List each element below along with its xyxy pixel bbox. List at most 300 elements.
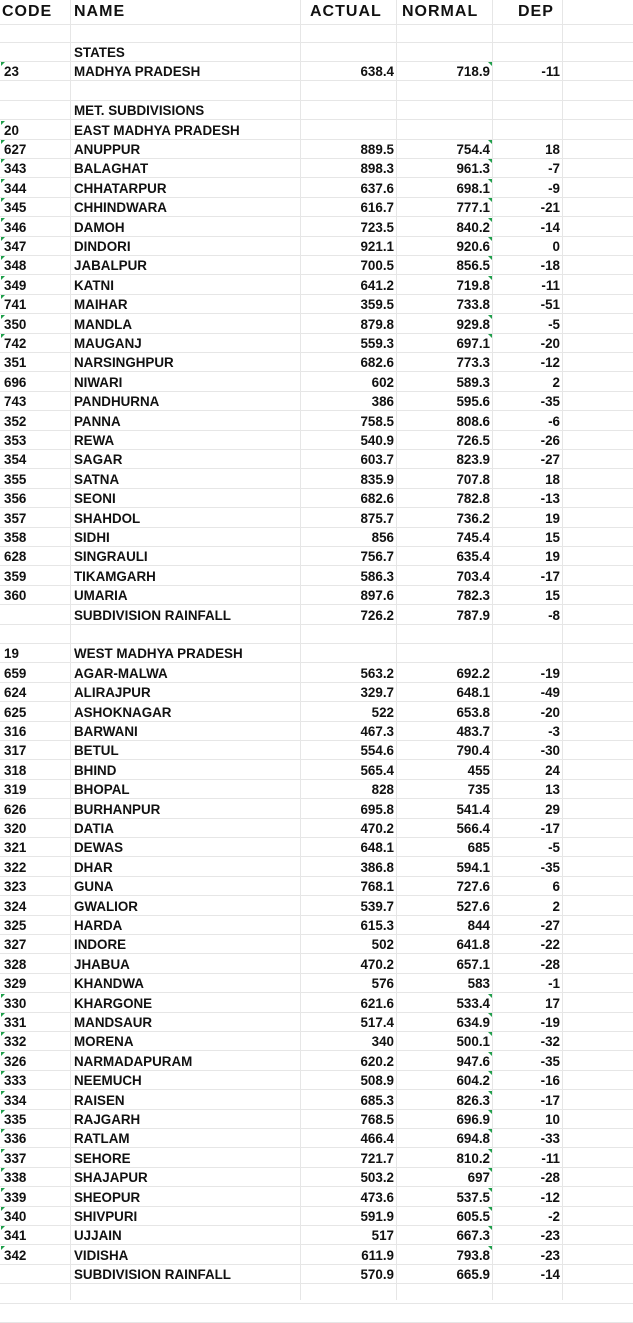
name-cell: RAJGARH (74, 1111, 141, 1127)
table-row (0, 392, 633, 411)
dep-cell: -27 (540, 452, 560, 468)
name-cell: MAIHAR (74, 297, 128, 313)
code-cell: 323 (4, 879, 27, 895)
error-flag-icon (488, 140, 492, 144)
dep-cell: -23 (540, 1247, 560, 1263)
normal-cell: 455 (467, 762, 490, 778)
actual-cell: 386 (371, 394, 394, 410)
code-cell: 334 (4, 1092, 27, 1108)
name-cell: VIDISHA (74, 1247, 129, 1263)
dep-cell: 2 (552, 898, 560, 914)
error-flag-icon (488, 994, 492, 998)
code-cell: 343 (4, 161, 27, 177)
subdivision-total-row (0, 606, 633, 625)
actual-cell: 828 (371, 782, 394, 798)
name-cell: BHIND (74, 762, 117, 778)
error-flag-icon (1, 62, 5, 66)
table-row (0, 800, 633, 819)
dep-cell: -33 (540, 1131, 560, 1147)
dep-cell: -35 (540, 394, 560, 410)
error-flag-icon (1, 1052, 5, 1056)
actual-cell: 522 (371, 704, 394, 720)
dep-cell: -12 (540, 355, 560, 371)
error-flag-icon (1, 121, 5, 125)
normal-cell: 929.8 (456, 316, 490, 332)
actual-cell: 540.9 (360, 432, 394, 448)
code-cell: 322 (4, 859, 27, 875)
table-row (0, 780, 633, 799)
actual-cell: 756.7 (360, 549, 394, 565)
dep-cell: 17 (545, 995, 560, 1011)
actual-cell: 620.2 (360, 1053, 394, 1069)
actual-cell: 570.9 (360, 1267, 394, 1283)
name-cell: DINDORI (74, 238, 131, 254)
error-flag-icon (1, 295, 5, 299)
name-cell: BARWANI (74, 723, 138, 739)
code-cell: 354 (4, 452, 27, 468)
actual-cell: 467.3 (360, 723, 394, 739)
normal-cell: 840.2 (456, 219, 490, 235)
error-flag-icon (1, 140, 5, 144)
normal-cell: 826.3 (456, 1092, 490, 1108)
dep-cell: -22 (540, 937, 560, 953)
name-cell: BURHANPUR (74, 801, 161, 817)
error-flag-icon (1, 1071, 5, 1075)
normal-cell: 667.3 (456, 1228, 490, 1244)
dep-cell: -1 (548, 976, 560, 992)
name-cell: ALIRAJPUR (74, 685, 151, 701)
dep-cell: 18 (545, 471, 560, 487)
dep-cell: -19 (540, 1014, 560, 1030)
table-row (0, 470, 633, 489)
normal-cell: 566.4 (456, 820, 490, 836)
name-cell: BALAGHAT (74, 161, 149, 177)
code-cell: 331 (4, 1014, 27, 1030)
actual-cell: 340 (371, 1034, 394, 1050)
normal-cell: 685 (467, 840, 490, 856)
normal-cell: 483.7 (456, 723, 490, 739)
normal-cell: 736.2 (456, 510, 490, 526)
error-flag-icon (1, 1246, 5, 1250)
error-flag-icon (1, 1207, 5, 1211)
actual-cell: 700.5 (360, 258, 394, 274)
normal-cell: 947.6 (456, 1053, 490, 1069)
table-row (0, 838, 633, 857)
section-label: MET. SUBDIVISIONS (74, 103, 205, 119)
dep-cell: -49 (540, 685, 560, 701)
normal-cell: 537.5 (456, 1189, 490, 1205)
normal-cell: 641.8 (456, 937, 490, 953)
normal-cell: 823.9 (456, 452, 490, 468)
actual-cell: 641.2 (360, 277, 394, 293)
normal-cell: 527.6 (456, 898, 490, 914)
name-cell: TIKAMGARH (74, 568, 156, 584)
normal-cell: 657.1 (456, 956, 490, 972)
error-flag-icon (1, 1226, 5, 1230)
normal-cell: 961.3 (456, 161, 490, 177)
normal-cell: 653.8 (456, 704, 490, 720)
table-row (0, 1032, 633, 1051)
table-row (0, 1168, 633, 1187)
code-cell: 320 (4, 820, 27, 836)
name-cell: NEEMUCH (74, 1073, 142, 1089)
normal-cell: 745.4 (456, 529, 490, 545)
code-cell: 326 (4, 1053, 27, 1069)
dep-cell: -7 (548, 161, 560, 177)
dep-cell: -6 (548, 413, 560, 429)
code-cell: 321 (4, 840, 27, 856)
dep-cell: -28 (540, 956, 560, 972)
actual-cell: 685.3 (360, 1092, 394, 1108)
table-row (0, 1052, 633, 1071)
table-row (0, 1013, 633, 1032)
dep-cell: 29 (545, 801, 560, 817)
name-cell: BHOPAL (74, 782, 130, 798)
normal-cell: 810.2 (456, 1150, 490, 1166)
actual-cell: 875.7 (360, 510, 394, 526)
code-cell: 341 (4, 1228, 27, 1244)
table-row (0, 256, 633, 275)
table-row (0, 547, 633, 566)
normal-cell: 634.9 (456, 1014, 490, 1030)
table-row (0, 62, 633, 81)
code-cell: 626 (4, 801, 27, 817)
name-cell: SEHORE (74, 1150, 131, 1166)
name-cell: CHHINDWARA (74, 200, 167, 216)
actual-cell: 470.2 (360, 820, 394, 836)
normal-cell: 707.8 (456, 471, 490, 487)
code-cell: 346 (4, 219, 27, 235)
code-cell: 741 (4, 297, 27, 313)
dep-cell: -17 (540, 820, 560, 836)
actual-cell: 602 (371, 374, 394, 390)
error-flag-icon (1, 994, 5, 998)
dep-cell: -11 (541, 277, 560, 293)
code-cell: 742 (4, 335, 27, 351)
actual-cell: 503.2 (360, 1170, 394, 1186)
name-cell: RATLAM (74, 1131, 130, 1147)
error-flag-icon (1, 218, 5, 222)
error-flag-icon (488, 1052, 492, 1056)
error-flag-icon (488, 334, 492, 338)
actual-cell: 517.4 (360, 1014, 394, 1030)
actual-cell: 586.3 (360, 568, 394, 584)
error-flag-icon (488, 1168, 492, 1172)
dep-cell: 6 (552, 879, 560, 895)
error-flag-icon (1, 1188, 5, 1192)
normal-cell: 692.2 (456, 665, 490, 681)
normal-cell: 787.9 (456, 607, 490, 623)
actual-cell: 898.3 (360, 161, 394, 177)
name-cell: ASHOKNAGAR (74, 704, 172, 720)
normal-cell: 605.5 (456, 1208, 490, 1224)
name-cell: SHAJAPUR (74, 1170, 148, 1186)
actual-cell: 723.5 (360, 219, 394, 235)
actual-cell: 591.9 (360, 1208, 394, 1224)
actual-cell: 835.9 (360, 471, 394, 487)
code-cell: 347 (4, 238, 27, 254)
name-cell: SAGAR (74, 452, 123, 468)
error-flag-icon (488, 1032, 492, 1036)
code-cell: 339 (4, 1189, 27, 1205)
table-row (0, 703, 633, 722)
actual-cell: 897.6 (360, 588, 394, 604)
dep-cell: -20 (540, 335, 560, 351)
code-cell: 330 (4, 995, 27, 1011)
name-cell: INDORE (74, 937, 127, 953)
dep-cell: -14 (540, 219, 560, 235)
code-cell: 624 (4, 685, 27, 701)
normal-cell: 844 (467, 917, 490, 933)
table-row (0, 1071, 633, 1090)
normal-cell: 790.4 (456, 743, 490, 759)
name-cell: MORENA (74, 1034, 134, 1050)
normal-cell: 703.4 (456, 568, 490, 584)
error-flag-icon (1, 1032, 5, 1036)
actual-cell: 621.6 (360, 995, 394, 1011)
subdivision-name: WEST MADHYA PRADESH (74, 646, 243, 662)
code-cell: 743 (4, 394, 27, 410)
code-cell: 349 (4, 277, 27, 293)
dep-cell: -2 (548, 1208, 560, 1224)
dep-cell: -5 (548, 316, 560, 332)
actual-cell: 768.1 (360, 879, 394, 895)
actual-cell: 921.1 (360, 238, 394, 254)
table-row (0, 237, 633, 256)
table-row (0, 159, 633, 178)
error-flag-icon (488, 256, 492, 260)
dep-cell: -5 (548, 840, 560, 856)
blank-row (0, 82, 633, 101)
normal-cell: 793.8 (456, 1247, 490, 1263)
table-row (0, 586, 633, 605)
code-cell: 342 (4, 1247, 27, 1263)
name-cell: KATNI (74, 277, 114, 293)
table-row (0, 741, 633, 760)
error-flag-icon (488, 1071, 492, 1075)
blank-row (0, 625, 633, 644)
code-cell: 356 (4, 491, 27, 507)
table-row (0, 955, 633, 974)
table-row (0, 1129, 633, 1148)
actual-cell: 329.7 (360, 685, 394, 701)
normal-cell: 589.3 (456, 374, 490, 390)
dep-cell: -17 (540, 568, 560, 584)
table-row (0, 489, 633, 508)
name-cell: GWALIOR (74, 898, 138, 914)
error-flag-icon (1, 198, 5, 202)
subdivision-header-row (0, 644, 633, 663)
error-flag-icon (1, 1013, 5, 1017)
dep-cell: -11 (541, 64, 560, 80)
dep-cell: 19 (545, 549, 560, 565)
table-row (0, 509, 633, 528)
normal-cell: 719.8 (456, 277, 490, 293)
normal-cell: 595.6 (456, 394, 490, 410)
table-row (0, 218, 633, 237)
section-label-row (0, 43, 633, 62)
normal-cell: 777.1 (456, 200, 490, 216)
error-flag-icon (488, 1091, 492, 1095)
code-cell: 338 (4, 1170, 27, 1186)
table-row (0, 334, 633, 353)
dep-cell: -9 (548, 180, 560, 196)
name-cell: UJJAIN (74, 1228, 122, 1244)
dep-cell: -16 (540, 1073, 560, 1089)
code-cell: 357 (4, 510, 27, 526)
error-flag-icon (1, 1168, 5, 1172)
table-row (0, 450, 633, 469)
code-cell: 328 (4, 956, 27, 972)
actual-cell: 554.6 (360, 743, 394, 759)
table-row (0, 295, 633, 314)
normal-cell: 727.6 (456, 879, 490, 895)
normal-cell: 694.8 (456, 1131, 490, 1147)
normal-cell: 726.5 (456, 432, 490, 448)
dep-cell: 0 (552, 238, 560, 254)
actual-cell: 576 (371, 976, 394, 992)
name-cell: MAUGANJ (74, 335, 142, 351)
actual-cell: 470.2 (360, 956, 394, 972)
header-normal: NORMAL (402, 3, 479, 20)
code-cell: 351 (4, 355, 27, 371)
code-cell: 23 (4, 64, 19, 80)
actual-cell: 466.4 (360, 1131, 394, 1147)
actual-cell: 721.7 (360, 1150, 394, 1166)
table-row (0, 528, 633, 547)
code-cell: 352 (4, 413, 27, 429)
error-flag-icon (488, 1188, 492, 1192)
name-cell: SHEOPUR (74, 1189, 141, 1205)
normal-cell: 808.6 (456, 413, 490, 429)
name-cell: SATNA (74, 471, 120, 487)
table-row (0, 1091, 633, 1110)
code-cell: 345 (4, 200, 27, 216)
header-row (0, 0, 633, 26)
dep-cell: -18 (540, 258, 560, 274)
name-cell: HARDA (74, 917, 123, 933)
name-cell: GUNA (74, 879, 114, 895)
error-flag-icon (1, 237, 5, 241)
normal-cell: 648.1 (456, 685, 490, 701)
table-row (0, 431, 633, 450)
normal-cell: 698.1 (456, 180, 490, 196)
normal-cell: 782.3 (456, 588, 490, 604)
table-row (0, 974, 633, 993)
table-row (0, 1188, 633, 1207)
subdivision-code: 19 (4, 646, 19, 662)
code-cell: 335 (4, 1111, 27, 1127)
code-cell: 696 (4, 374, 27, 390)
blank-row (0, 24, 633, 43)
error-flag-icon (488, 1129, 492, 1133)
error-flag-icon (1, 1110, 5, 1114)
dep-cell: -14 (540, 1267, 560, 1283)
code-cell: 659 (4, 665, 27, 681)
blank-row (0, 1285, 633, 1304)
error-flag-icon (488, 1013, 492, 1017)
code-cell: 344 (4, 180, 27, 196)
error-flag-icon (1, 1129, 5, 1133)
dep-cell: 24 (545, 762, 560, 778)
normal-cell: 665.9 (456, 1267, 490, 1283)
name-cell: RAISEN (74, 1092, 125, 1108)
dep-cell: -21 (540, 200, 560, 216)
table-row (0, 1246, 633, 1265)
code-cell: 327 (4, 937, 27, 953)
normal-cell: 541.4 (456, 801, 490, 817)
code-cell: 329 (4, 976, 27, 992)
name-cell: DEWAS (74, 840, 124, 856)
actual-cell: 502 (371, 937, 394, 953)
actual-cell: 517 (371, 1228, 394, 1244)
section-label-row (0, 101, 633, 120)
error-flag-icon (1, 334, 5, 338)
code-cell: 353 (4, 432, 27, 448)
table-row (0, 1226, 633, 1245)
name-cell: DAMOH (74, 219, 125, 235)
actual-cell: 638.4 (360, 64, 394, 80)
actual-cell: 682.6 (360, 355, 394, 371)
error-flag-icon (488, 1149, 492, 1153)
name-cell: SEONI (74, 491, 116, 507)
code-cell: 318 (4, 762, 27, 778)
normal-cell: 635.4 (456, 549, 490, 565)
dep-cell: -20 (540, 704, 560, 720)
dep-cell: 15 (545, 588, 560, 604)
actual-cell: 559.3 (360, 335, 394, 351)
code-cell: 340 (4, 1208, 27, 1224)
name-cell: DHAR (74, 859, 113, 875)
header-name: NAME (74, 3, 126, 20)
header-code: CODE (2, 3, 53, 20)
table-row (0, 664, 633, 683)
dep-cell: -3 (548, 723, 560, 739)
table-row (0, 315, 633, 334)
actual-cell: 682.6 (360, 491, 394, 507)
code-cell: 333 (4, 1073, 27, 1089)
error-flag-icon (488, 179, 492, 183)
error-flag-icon (1, 276, 5, 280)
dep-cell: 13 (545, 782, 560, 798)
name-cell: NARMADAPURAM (74, 1053, 193, 1069)
name-cell: CHHATARPUR (74, 180, 167, 196)
dep-cell: 19 (545, 510, 560, 526)
name-cell: SUBDIVISION RAINFALL (74, 607, 231, 623)
dep-cell: 2 (552, 374, 560, 390)
dep-cell: -35 (540, 859, 560, 875)
table-row (0, 761, 633, 780)
actual-cell: 565.4 (360, 762, 394, 778)
dep-cell: -26 (540, 432, 560, 448)
code-cell: 324 (4, 898, 27, 914)
dep-cell: -30 (540, 743, 560, 759)
name-cell: MANDSAUR (74, 1014, 153, 1030)
normal-cell: 697 (467, 1170, 490, 1186)
actual-cell: 695.8 (360, 801, 394, 817)
table-row (0, 722, 633, 741)
name-cell: PANNA (74, 413, 121, 429)
normal-cell: 718.9 (456, 64, 490, 80)
name-cell: SHIVPURI (74, 1208, 138, 1224)
table-row (0, 683, 633, 702)
table-row (0, 198, 633, 217)
code-cell: 625 (4, 704, 27, 720)
error-flag-icon (488, 1226, 492, 1230)
name-cell: REWA (74, 432, 115, 448)
code-cell: 355 (4, 471, 27, 487)
error-flag-icon (1, 1091, 5, 1095)
